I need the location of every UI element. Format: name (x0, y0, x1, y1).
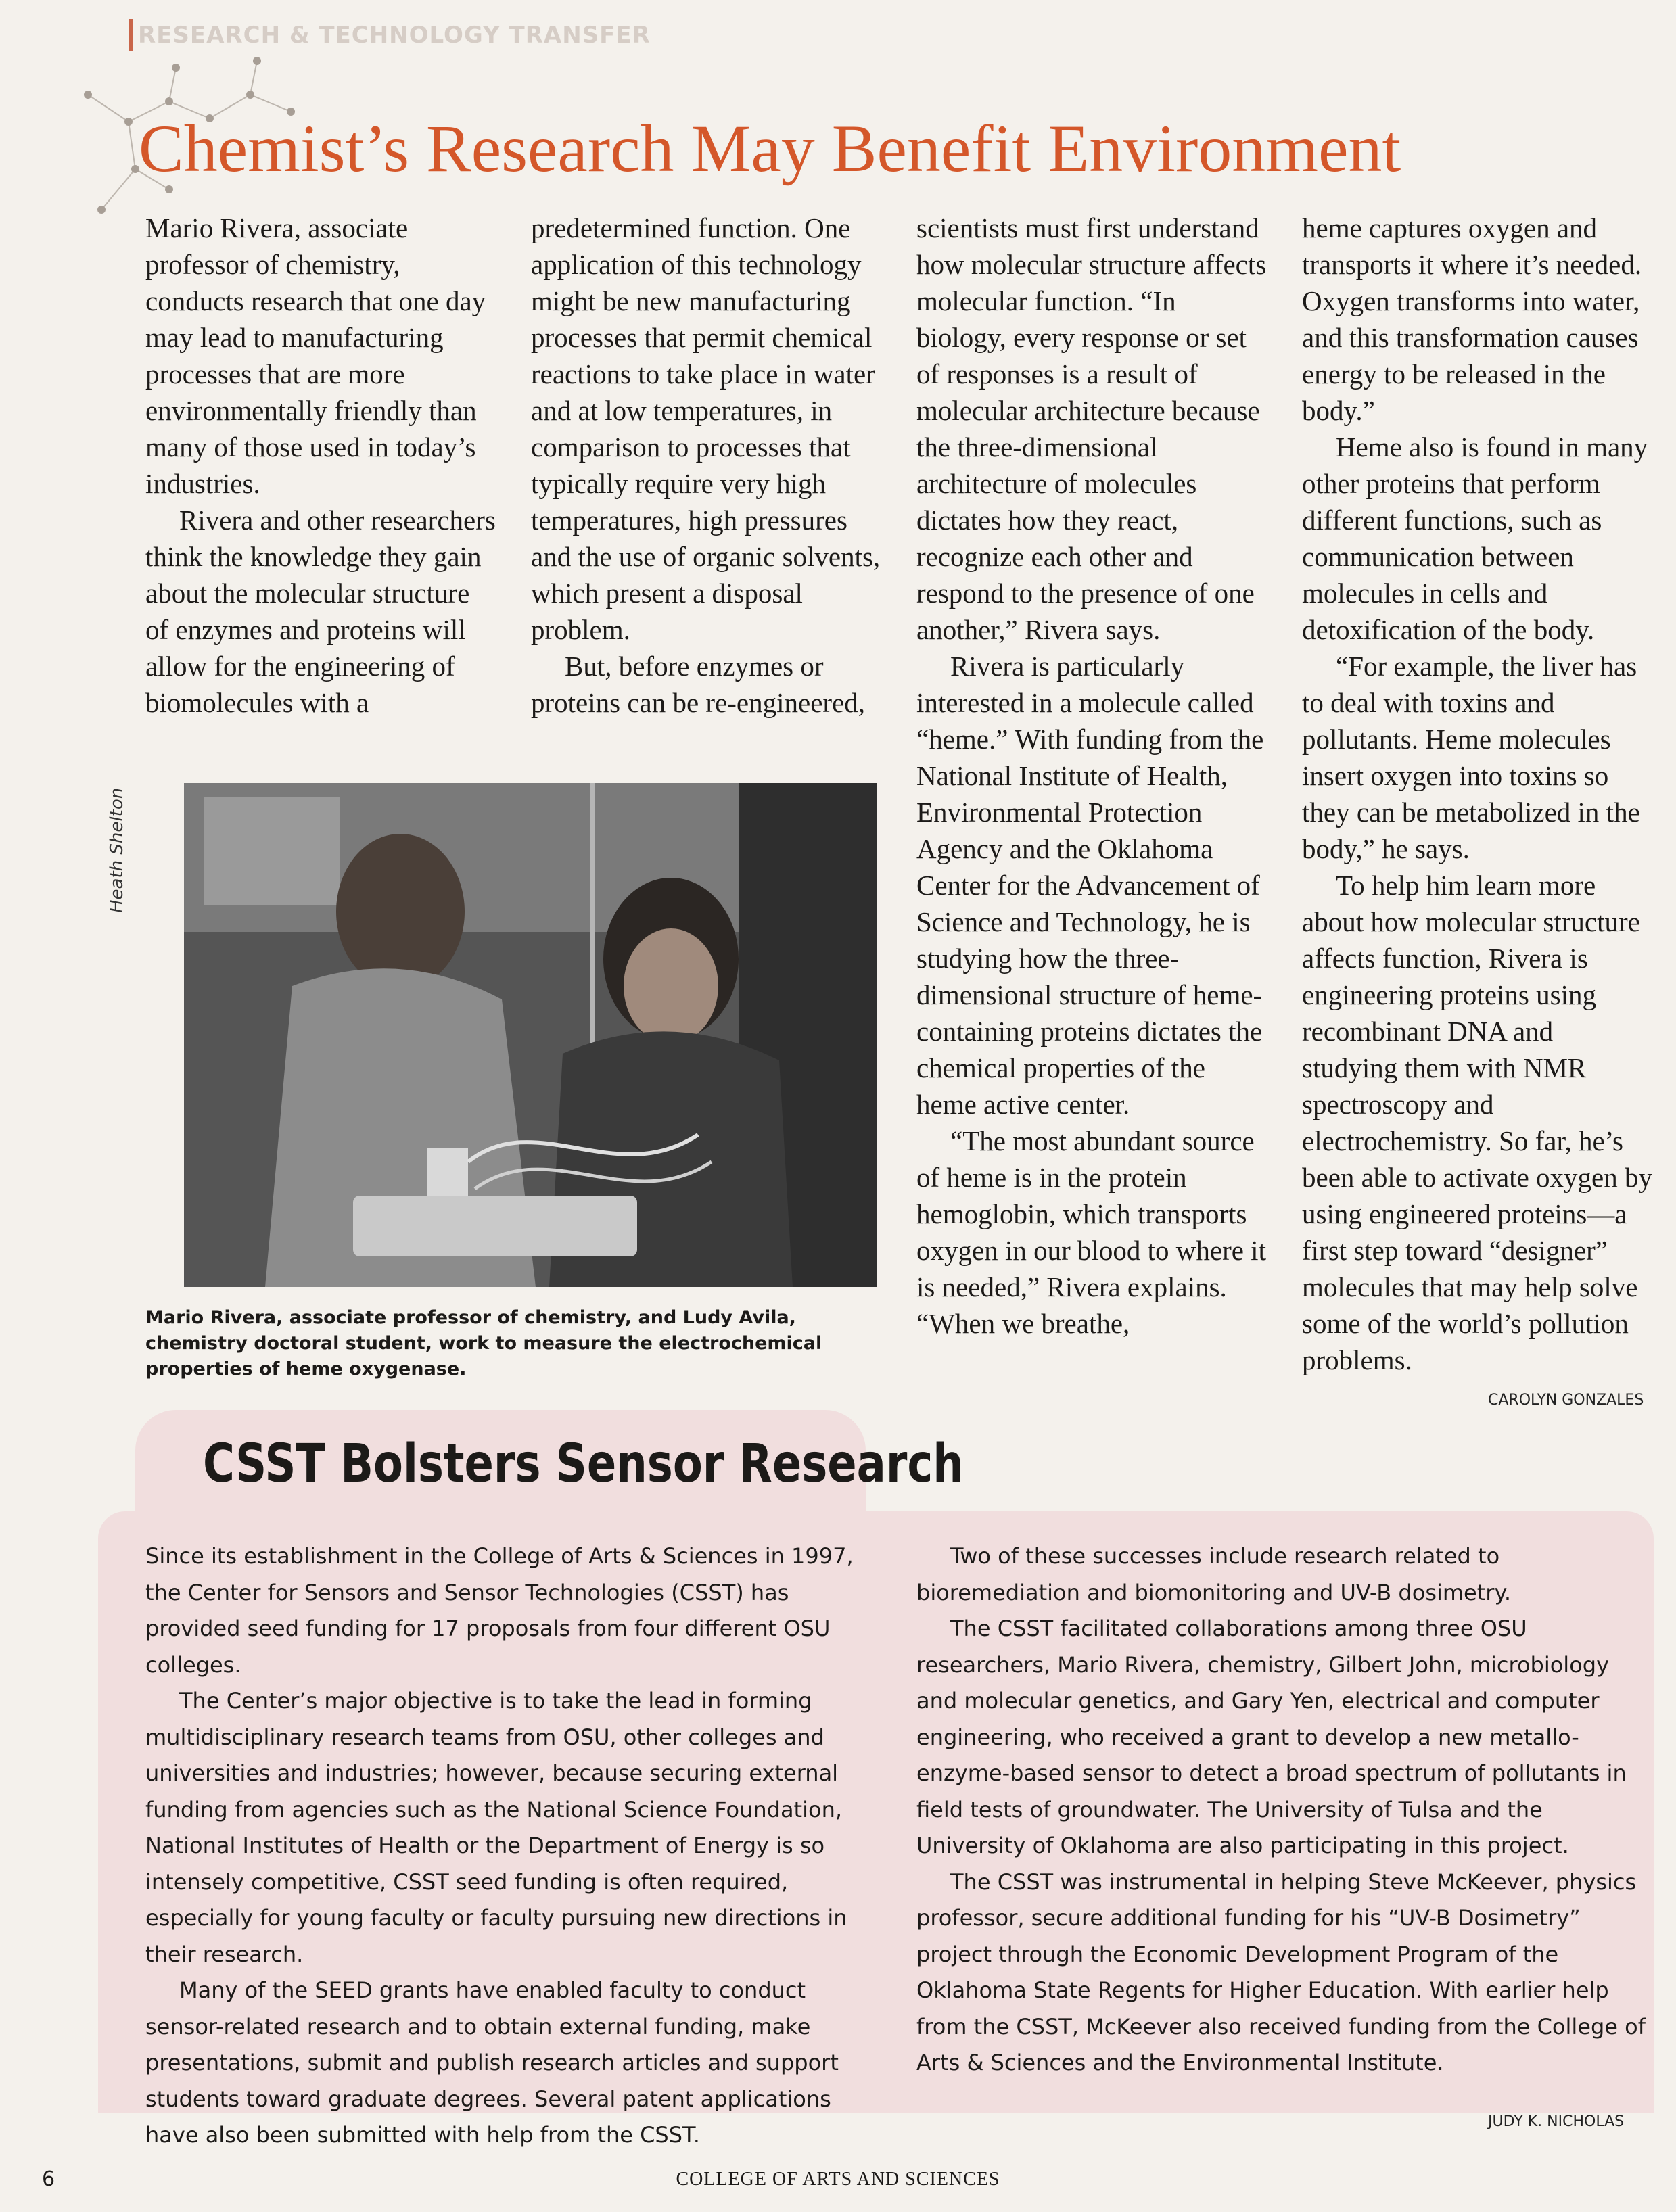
paragraph: The CSST was instrumental in helping Steve McKeever, physics professor, secure additional funding for his “UV-B Dosimetry” project through the Economic Development Program of the Oklahoma State Regents for Higher Education. With earlier help from the CSST, McKeever also received funding from the College of Arts & Sciences and the Environmental Institute. (916, 1868, 1646, 2075)
paragraph: The Center’s major objective is to take the lead in forming multidisciplinary research teams from OSU, other colleges and universities and industries; however, because securing external funding from agencies such as the National Science Foundation, National Institutes of Health or the Department of Energy is so intensely competitive, CSST seed funding is often required, especially for young faculty or faculty pursuing new directions in their research. (145, 1688, 847, 1967)
photo-caption: Mario Rivera, associate professor of chemistry, and Ludy Avila, chemistry doctoral student, work to measure the electrochemical properties of heme oxygenase. (145, 1307, 822, 1380)
paragraph: “The most abundant source of heme is in the protein hemoglobin, which transports oxygen in our blood to where it is needed,” Rivera explains. “When we breathe, (916, 1125, 1266, 1339)
article-column-1 (145, 210, 497, 721)
paragraph: predetermined function. One application of this technology might be new manufacturing processes that permit chemical reactions to take place in water and at low temperatures, in comparison to processes that typically require very high temperatures, high pressures and the use of organic solvents, which present a disposal problem. (531, 212, 881, 645)
paragraph: Rivera is particularly interested in a molecule called “heme.” With funding from the National Institute of Health, Environmental Protection Agency and the Oklahoma Center for the Advancement of Science and Technology, he is studying how the three-dimensional structure of heme-containing proteins dictates the chemical properties of the heme active center. (916, 651, 1264, 1120)
page-number: 6 (42, 2167, 55, 2191)
paragraph: To help him learn more about how molecular structure affects function, Rivera is engineering proteins using recombinant DNA and studying them with NMR spectroscopy and electrochemistry. So far, he’s been able to activate oxygen by using engineered proteins—a first step toward “designer” molecules that may help solve some of the world’s pollution problems. (1302, 870, 1652, 1375)
page-footer: COLLEGE OF ARTS AND SCIENCES (676, 2169, 1000, 2190)
lab-photo-illustration (184, 783, 877, 1287)
article-column-2 (531, 210, 883, 721)
paragraph: But, before enzymes or proteins can be re-engineered, (531, 651, 866, 718)
paragraph: Many of the SEED grants have enabled faculty to conduct sensor-related research and to obtain external funding, make presentations, submit and publish research articles and support students toward graduate degrees. Several patent applications have also been submitted with help from the CSST. (145, 1977, 839, 2148)
article-title: Chemist’s Research May Benefit Environment (139, 111, 1401, 186)
photo-credit: Heath Shelton (107, 787, 127, 913)
article-column-4 (1302, 210, 1654, 1378)
lab-photo (184, 783, 877, 1287)
paragraph: “For example, the liver has to deal with toxins and pollutants. Heme molecules insert oxygen into toxins so they can be metabolized in the body,” he says. (1302, 651, 1640, 864)
sidebar-column-1 (145, 1538, 876, 2154)
paragraph: Since its establishment in the College of Arts & Sciences in 1997, the Center for Sensors and Sensor Technologies (CSST) has provided seed funding for 17 proposals from four different OSU colleges. (145, 1543, 854, 1678)
article-byline: CAROLYN GONZALES (1488, 1392, 1644, 1409)
sidebar-title: CSST Bolsters Sensor Research (203, 1434, 964, 1495)
paragraph: Rivera and other researchers think the knowledge they gain about the molecular structure of enzymes and proteins will allow for the engineering of biomolecules with a (145, 504, 496, 718)
paragraph: Two of these successes include research related to bioremediation and biomonitoring and UV-B dosimetry. (916, 1543, 1511, 1605)
sidebar-byline: JUDY K. NICHOLAS (1488, 2113, 1625, 2130)
section-label: RESEARCH & TECHNOLOGY TRANSFER (129, 19, 651, 51)
paragraph: Heme also is found in many other proteins that perform different functions, such as communication between molecules in cells and detoxification of the body. (1302, 431, 1648, 645)
article-column-3 (916, 210, 1268, 1342)
paragraph: heme captures oxygen and transports it where it’s needed. Oxygen transforms into water, and this transformation causes energy to be released in the body.” (1302, 212, 1642, 426)
paragraph: scientists must first understand how molecular structure affects molecular function. “In biology, every response or set of responses is a result of molecular architecture because the three-dimensional architecture of molecules dictates how they react, recognize each other and respond to the presence of one another,” Rivera says. (916, 212, 1267, 645)
paragraph: The CSST facilitated collaborations among three OSU researchers, Mario Rivera, chemistry, Gilbert John, microbiology and molecular genetics, and Gary Yen, electrical and computer engineering, who received a grant to develop a new metallo-enzyme-based sensor to detect a broad spectrum of pollutants in field tests of groundwater. The University of Tulsa and the University of Oklahoma are also participating in this project. (916, 1616, 1627, 1858)
sidebar-column-2 (916, 1538, 1647, 2081)
paragraph: Mario Rivera, associate professor of chemistry, conducts research that one day may lead to manufacturing processes that are more environmentally friendly than many of those used in today’s industries. (145, 212, 486, 499)
